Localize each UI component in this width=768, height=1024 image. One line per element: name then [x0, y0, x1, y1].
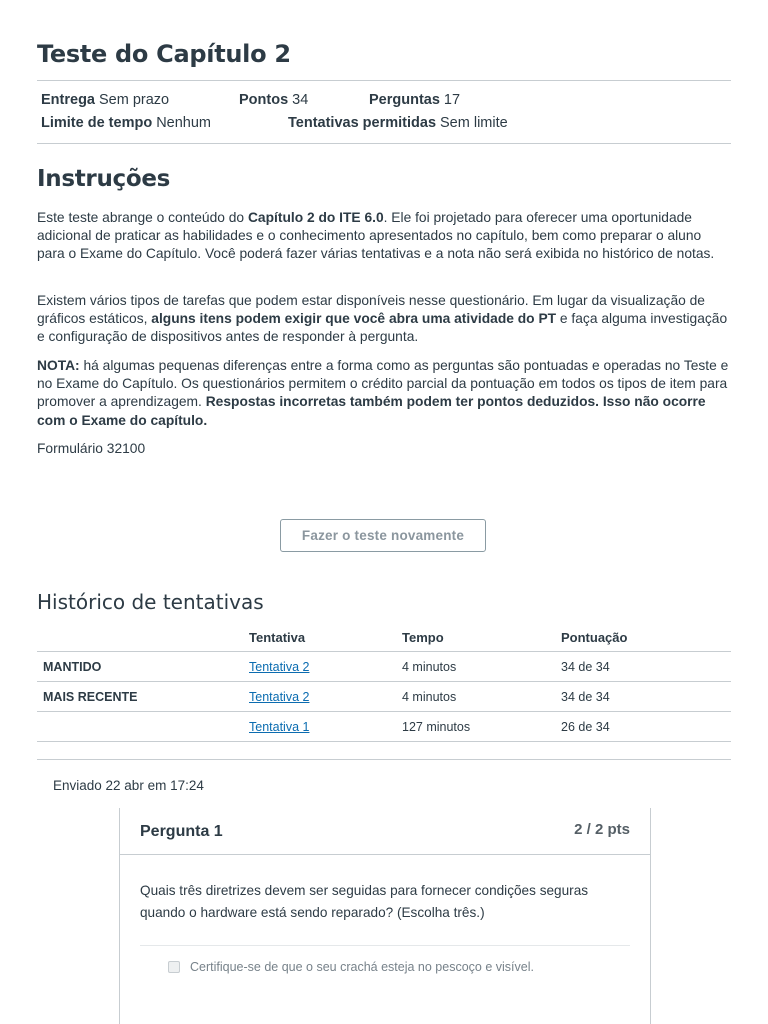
- attempt-cell: [249, 712, 402, 742]
- attempt-cell: [249, 682, 402, 712]
- details-row-1: [41, 92, 169, 108]
- instructions-heading: Instruções: [37, 166, 171, 192]
- question-points: 2 / 2 pts: [574, 821, 630, 838]
- due-value: Sem prazo: [99, 92, 170, 108]
- time-limit-detail: [41, 115, 211, 131]
- text: e faça alguma investigação e configuração de dispositivos antes de responder à pergunta.: [37, 311, 728, 345]
- attempt-history-heading: Histórico de tentativas: [37, 590, 264, 614]
- table-row: [37, 652, 731, 682]
- table-row: [37, 682, 731, 712]
- question-title: Pergunta 1: [140, 823, 223, 840]
- text: . Ele foi projetado para oferecer uma oportunidade adicional de praticar as habilidades e o conhecimento apresentados no capítulo, bem como preparar o aluno para o Exame do Capítulo. Você poderá fazer várias tentativas e a nota não será exibida no histórico de notas.: [37, 210, 715, 262]
- submitted-timestamp: Enviado 22 abr em 17:24: [53, 778, 204, 793]
- instructions-paragraph-2: [37, 292, 731, 347]
- attempts-detail: [288, 115, 508, 131]
- time-cell: 4 minutos: [402, 652, 561, 682]
- form-number: Formulário 32100: [37, 441, 146, 456]
- attempt-cell: [249, 652, 402, 682]
- questions-value: 17: [443, 92, 461, 108]
- score-cell: 34 de 34: [561, 652, 731, 682]
- text-bold: alguns itens podem exigir que você abra uma atividade do PT: [151, 311, 557, 327]
- time-limit-label: Limite de tempo: [41, 115, 153, 131]
- column-header: Pontuação: [561, 624, 731, 652]
- divider: [140, 945, 630, 946]
- divider: [37, 759, 731, 760]
- points-detail: [239, 92, 308, 108]
- text-bold: NOTA:: [37, 358, 80, 373]
- questions-label: Perguntas: [369, 92, 440, 108]
- question-text: Quais três diretrizes devem ser seguidas para fornecer condições seguras quando o hardware está sendo reparado? (Escolha três.): [140, 883, 589, 920]
- points-label: Pontos: [239, 92, 289, 108]
- divider: [37, 80, 731, 81]
- score-cell: 34 de 34: [561, 682, 731, 712]
- time-cell: 127 minutos: [402, 712, 561, 742]
- points-value: 34: [292, 92, 309, 108]
- text: há algumas pequenas diferenças entre a forma como as perguntas são pontuadas e operadas no Teste e no Exame do Capítulo. Os questionários permitem o crédito parcial da pontuação em todos os tipos de item para promover a aprendizagem.: [37, 358, 729, 410]
- table-row: [37, 712, 731, 742]
- attempt-status: MAIS RECENTE: [37, 682, 249, 712]
- page-title: Teste do Capítulo 2: [37, 40, 291, 68]
- column-header: Tentativa: [249, 624, 402, 652]
- table-header-row: [37, 624, 731, 652]
- time-cell: 4 minutos: [402, 682, 561, 712]
- checkbox[interactable]: [168, 961, 180, 973]
- attempts-label: Tentativas permitidas: [288, 115, 437, 131]
- answer-option-label: Certifique-se de que o seu crachá esteja no pescoço e visível.: [190, 960, 534, 974]
- text: Existem vários tipos de tarefas que podem estar disponíveis nesse questionário. Em lugar da visualização de gráficos estáticos,: [37, 293, 705, 327]
- answer-option: [168, 960, 534, 974]
- score-cell: 26 de 34: [561, 712, 731, 742]
- text-bold: Capítulo 2 do ITE 6.0: [247, 210, 384, 225]
- divider: [37, 143, 731, 144]
- question-header: [120, 808, 650, 855]
- attempt-link[interactable]: Tentativa 2: [249, 659, 310, 674]
- attempt-history-table: [37, 624, 731, 742]
- attempt-status: MANTIDO: [37, 652, 249, 682]
- instructions-paragraph-1: [37, 209, 731, 264]
- retake-quiz-button[interactable]: Fazer o teste novamente: [280, 519, 486, 552]
- column-header: Tempo: [402, 624, 561, 652]
- attempt-status: [37, 712, 249, 742]
- time-limit-value: Nenhum: [156, 115, 211, 131]
- due-label: Entrega: [41, 92, 95, 108]
- column-header: [37, 624, 249, 652]
- attempts-value: Sem limite: [440, 115, 508, 131]
- text-bold: Respostas incorretas também podem ter pontos deduzidos. Isso não ocorre com o Exame do capítulo.: [37, 394, 706, 428]
- attempt-link[interactable]: Tentativa 2: [249, 689, 310, 704]
- text: Este teste abrange o conteúdo do: [37, 210, 248, 225]
- instructions-paragraph-3: [37, 357, 731, 430]
- attempt-link[interactable]: Tentativa 1: [249, 719, 310, 734]
- question-card: [119, 808, 651, 1024]
- questions-detail: [369, 92, 460, 108]
